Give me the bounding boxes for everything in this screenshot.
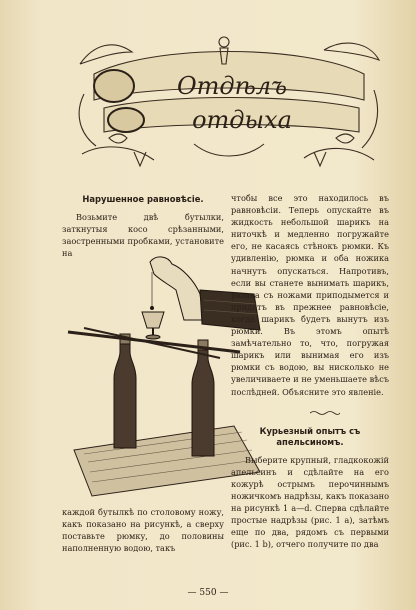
right-column xyxy=(231,192,389,550)
header-title-word-2: отдыха xyxy=(192,106,292,134)
article-continuation-paragraph: каждой бутылкѣ по столовому ножу, какъ показано на рисункѣ, а сверху поставьте рюмку, до половины наполненную водою, такъ xyxy=(62,507,224,554)
header-ornament xyxy=(74,34,382,174)
balance-explanation-paragraph: чтобы все это находилось въ равновѣсіи. Теперь опускайте въ жидкость небольшой шарикъ на ниточкѣ и медленно погружайте его, не касаясь стѣнокъ рюмки. Къ удивленію, рюмка и оба ножика начнутъ опускаться. Напротивъ, если вы станете вынимать шарикъ, рюмка съ ножами приподымется и придетъ въ прежнее равновѣсіе, когда шарикъ будетъ вынутъ изъ рюмки. Въ этомъ опытѣ замѣчательно то, что, погружая шарикъ или вынимая его изъ рюмки съ водою, вы нисколько не увеличиваете и не уменьшаете вѣсъ послѣдней. Объясните это явленіе. xyxy=(231,193,389,397)
left-column-bottom xyxy=(62,506,224,554)
article-heading-balance: Нарушенное равновѣсіе. xyxy=(82,194,204,204)
orange-experiment-paragraph: Выберите крупный, гладкокожій апельсинъ и сдѣлайте на его кожурѣ острымъ перочиннымъ ножичкомъ надрѣзы, какъ показано на рисункѣ 1 а—d. Сперва сдѣлайте простые надрѣзы (рис. 1 а), затѣмъ еще по два, рядомъ съ первыми (рис. 1 b), отчего получите по два xyxy=(231,454,389,550)
article-intro-paragraph: Возьмите двѣ бутылки, заткнутыя косо срѣзанными, заостренными пробками, установите на xyxy=(62,212,224,259)
header-title-word-1: Отдѣлъ xyxy=(176,72,288,100)
page-number: — 550 — xyxy=(187,588,229,598)
decorative-header xyxy=(74,34,382,174)
article-heading-orange: Курьезный опытъ съ апельсиномъ. xyxy=(259,425,361,447)
section-divider xyxy=(310,410,340,416)
